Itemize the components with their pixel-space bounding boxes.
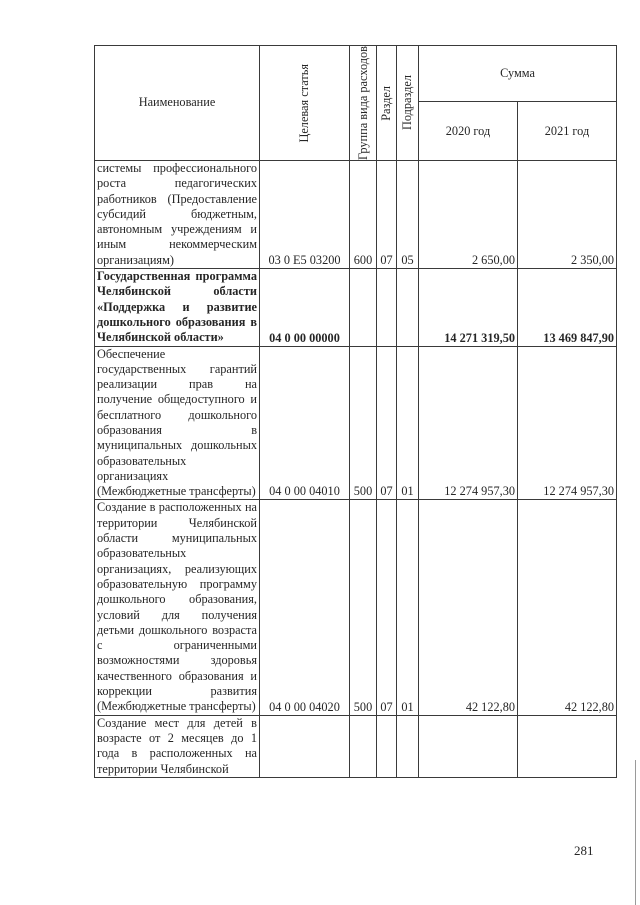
row-sum-2021: 12 274 957,30 [518,346,617,500]
row-sum-2020: 2 650,00 [419,160,518,268]
row-code: 04 0 00 04020 [260,500,350,715]
row-name: Обеспечение государственных гарантий реализации прав на получение общедоступного и бесплатного дошкольного образования в муниципальных дошкольных образовательных организациях (Межбюджетные трансферты) [95,346,260,500]
row-sum-2021: 42 122,80 [518,500,617,715]
header-subsection: Подраздел [400,75,414,131]
row-sum-2021 [518,715,617,777]
row-section: 07 [377,346,397,500]
header-year-2021: 2021 год [518,102,617,161]
header-section-cell [377,46,397,161]
scan-edge-line [635,760,636,905]
table-row [95,269,617,346]
header-year-2020: 2020 год [419,102,518,161]
table-row [95,500,617,715]
header-name: Наименование [95,46,260,161]
header-group: Группа вида расходов [355,46,370,160]
table-header-row [95,46,617,102]
table-row [95,160,617,268]
row-group: 500 [350,500,377,715]
row-name: Создание мест для детей в возрасте от 2 месяцев до 1 года в расположенных на территории Челябинской [95,715,260,777]
row-section [377,269,397,346]
row-name: системы профессионального роста педагогических работников (Предоставление субсидий бюджетным, автономным учреждениям и иным некоммерческим организациям) [95,160,260,268]
row-section [377,715,397,777]
row-group [350,715,377,777]
row-group: 600 [350,160,377,268]
row-group [350,269,377,346]
header-group-cell [350,46,377,161]
row-sum-2020: 14 271 319,50 [419,269,518,346]
row-sum-2020: 42 122,80 [419,500,518,715]
row-code: 04 0 00 04010 [260,346,350,500]
page-number: 281 [574,843,594,858]
header-section: Раздел [379,85,393,121]
row-sum-2020 [419,715,518,777]
row-sum-2021: 2 350,00 [518,160,617,268]
row-subsection: 01 [397,346,419,500]
row-subsection: 05 [397,160,419,268]
row-code [260,715,350,777]
row-name: Государственная программа Челябинской области «Поддержка и развитие дошкольного образования в Челябинской области» [95,269,260,346]
row-group: 500 [350,346,377,500]
row-name: Создание в расположенных на территории Челябинской области муниципальных образовательных организациях, реализующих образовательную программу дошкольного образования, условий для получения детьми дошкольного возраста с ограниченными возможностями здоровья качественного образования и коррекции развития (Межбюджетные трансферты) [95,500,260,715]
row-subsection [397,715,419,777]
row-sum-2020: 12 274 957,30 [419,346,518,500]
row-subsection: 01 [397,500,419,715]
row-sum-2021: 13 469 847,90 [518,269,617,346]
row-code: 03 0 Е5 03200 [260,160,350,268]
row-section: 07 [377,500,397,715]
row-section: 07 [377,160,397,268]
row-subsection [397,269,419,346]
budget-table [94,45,617,778]
header-code: Целевая статья [297,63,311,143]
table-row [95,715,617,777]
table-row [95,346,617,500]
row-code: 04 0 00 00000 [260,269,350,346]
header-subsection-cell [397,46,419,161]
header-sum: Сумма [419,46,617,102]
header-code-cell [260,46,350,161]
